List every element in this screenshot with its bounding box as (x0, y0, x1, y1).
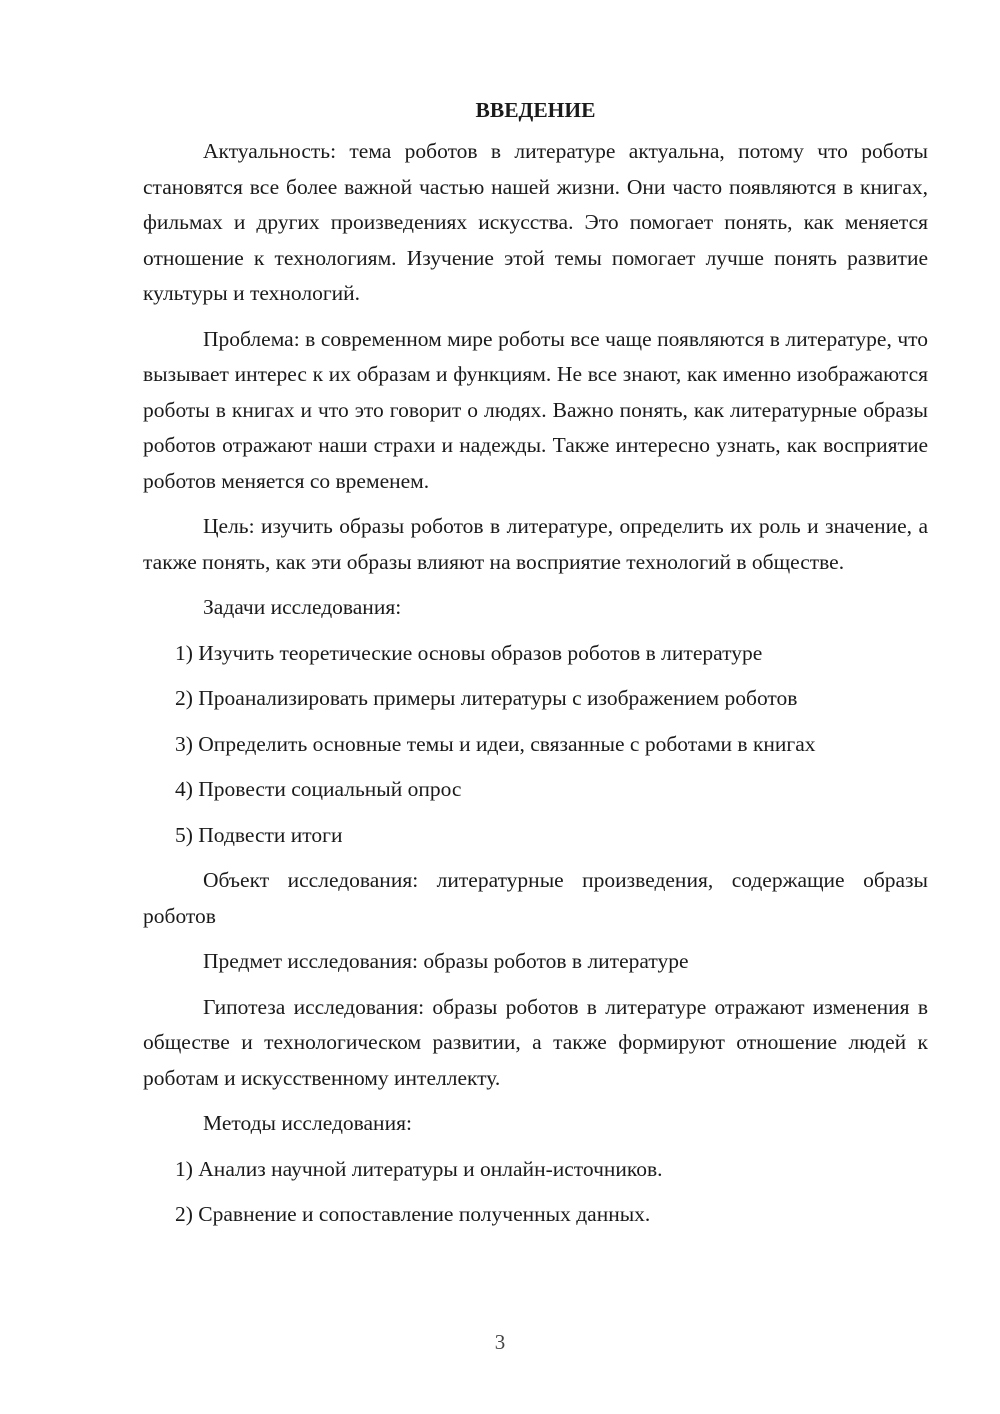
task-item: 3) Определить основные темы и идеи, связанные с роботами в книгах (175, 731, 816, 756)
goal-paragraph: Цель: изучить образы роботов в литературе, определить их роль и значение, а также понять, как эти образы влияют на восприятие технологий в обществе. (143, 514, 928, 574)
relevance-paragraph: Актуальность: тема роботов в литературе актуальна, потому что роботы становятся все более важной частью нашей жизни. Они часто появляются в книгах, фильмах и других произведениях искусства. Это помогает понять, как меняется отношение к технологиям. Изучение этой темы помогает лучше понять развитие культуры и технологий. (143, 139, 928, 305)
document-page (143, 92, 928, 1243)
page-title: ВВЕДЕНИЕ (475, 98, 596, 122)
task-item: 2) Проанализировать примеры литературы с изображением роботов (175, 686, 798, 710)
problem-paragraph: Проблема: в современном мире роботы все чаще появляются в литературе, что вызывает интерес к их образам и функциям. Не все знают, как именно изображаются роботы в книгах и что это говорит о людях. Важно понять, как литературные образы роботов отражают наши страхи и надежды. Также интересно узнать, как восприятие роботов меняется со временем. (143, 326, 928, 493)
tasks-title: Задачи исследования: (203, 595, 402, 619)
method-item: 1) Анализ научной литературы и онлайн-источников. (175, 1156, 663, 1181)
task-item: 1) Изучить теоретические основы образов роботов в литературе (175, 640, 763, 665)
methods-title: Методы исследования: (203, 1111, 412, 1135)
task-item: 4) Провести социальный опрос (175, 777, 462, 801)
page-number: 3 (494, 1330, 506, 1354)
subject-paragraph: Предмет исследования: образы роботов в литературе (203, 949, 689, 973)
task-item: 5) Подвести итоги (175, 822, 343, 847)
object-paragraph: Объект исследования: литературные произведения, содержащие образы роботов (143, 868, 928, 928)
method-item: 2) Сравнение и сопоставление полученных данных. (175, 1202, 651, 1226)
hypothesis-paragraph: Гипотеза исследования: образы роботов в литературе отражают изменения в обществе и технологическом развитии, а также формируют отношение людей к роботам и искусственному интеллекту. (143, 994, 928, 1090)
